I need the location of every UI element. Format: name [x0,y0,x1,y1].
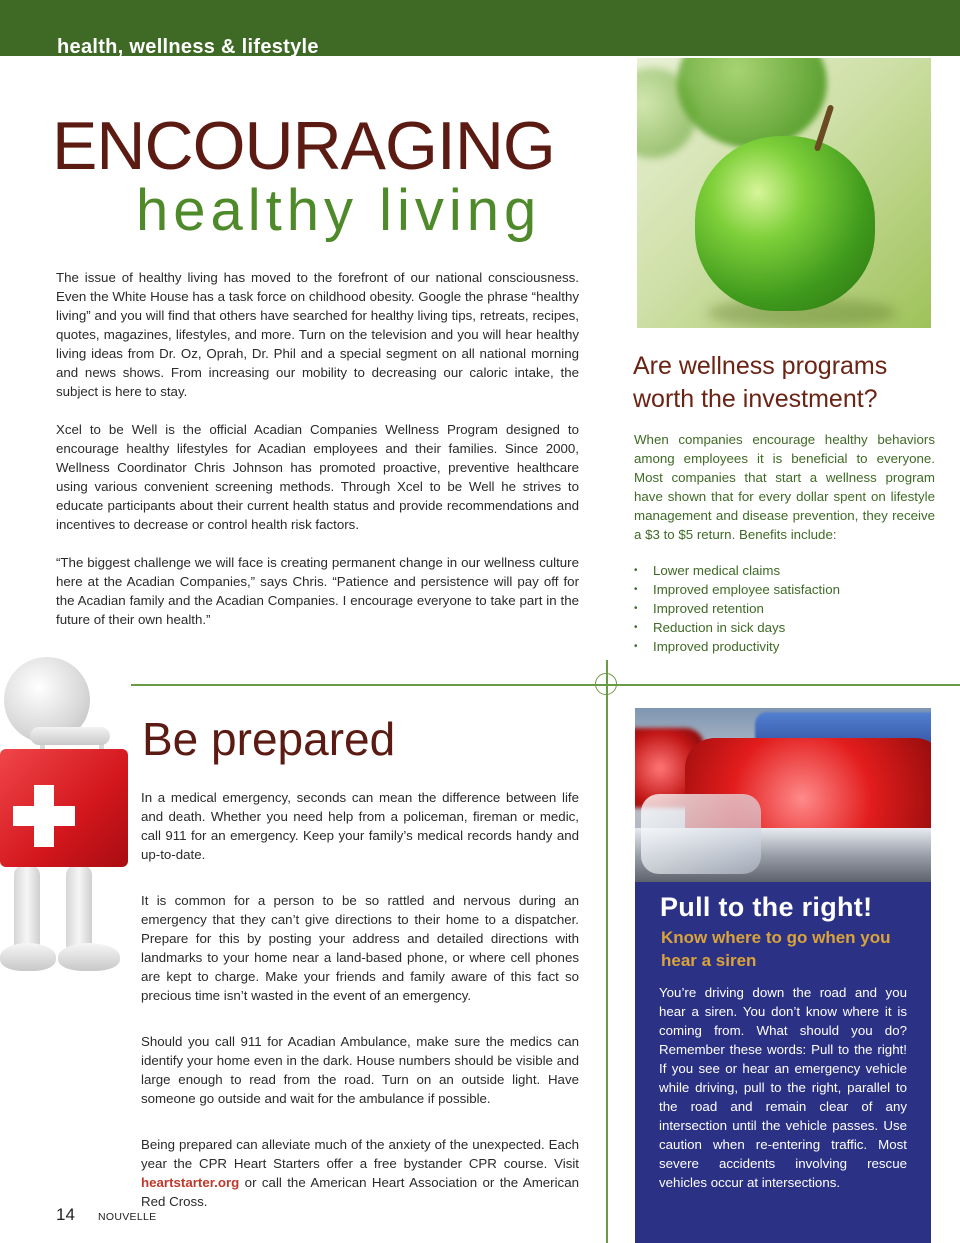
benefits-list [634,561,840,656]
wellness-text: When companies encourage healthy behaviors among employees it is beneficial to everyone. Most companies that start a wellness program have shown that for every dollar spent on lifestyle management and disease prevention, they receive a $3 to $5 return. Benefits include: [634,432,935,542]
magazine-name: NOUVELLE [98,1211,157,1223]
page-number: 14 [56,1205,75,1224]
prepared-text-after-link: or call the American Heart Association or the American Red Cross. [141,1175,579,1209]
list-item: • Lower medical claims [634,561,840,580]
police-lights-photo [635,708,931,882]
siren-text: You’re driving down the road and you hear a siren. You don’t know where it is coming from. What should you do? Remember these words: Pull to the right! If you see or hear an emergency vehicle while driving, pull to the right, parallel to the road and remain clear of any intersection until the vehicle passes. Use caution when re-entering traffic. Most severe accidents involving rescue vehicles occur at intersections. [659,985,907,1190]
list-item: • Reduction in sick days [634,618,840,637]
intro-section [56,268,579,648]
list-item: • Improved retention [634,599,840,618]
siren-title: Pull to the right! [660,892,873,922]
crosshair-icon [595,673,617,695]
prepared-paragraph: In a medical emergency, seconds can mean the difference between life and death. Whether you need help from a policeman, fireman or medic, call 911 for an emergency. Keep your family’s medical records handy and up-to-date. [141,790,579,862]
intro-paragraph: The issue of healthy living has moved to the forefront of our national consciousness. Even the White House has a task force on childhood obesity. Google the phrase “healthy living” and you will find that others have searched for healthy living tips, retreats, recipes, quotes, magazines, lifestyles, and more. Turn on the television and you will hear healthy living ideas from Dr. Oz, Oprah, Dr. Phil and a special segment on all national morning and news shows. From increasing our mobility to decreasing our caloric intake, the subject is here to stay. [56,270,579,399]
first-aid-figure-illustration [0,655,130,1000]
prepared-paragraph-last [141,1135,579,1211]
article-title: ENCOURAGING [52,108,555,184]
horizontal-divider [131,684,960,686]
section-tag: health, wellness & lifestyle [57,36,319,58]
list-item: • Improved employee satisfaction [634,580,840,599]
prepared-text-before-link: Being prepared can alleviate much of the anxiety of the unexpected. Each year the CPR Heart Starters offer a free bystander CPR course. Visit [141,1137,579,1171]
siren-sidebar [635,882,931,1243]
vertical-divider [606,660,608,1243]
article-subtitle: healthy living [136,178,542,243]
heartstarter-link[interactable]: heartstarter.org [141,1175,240,1190]
wellness-heading: Are wellness programs worth the investment? [633,352,888,413]
green-apple-photo [637,58,931,328]
intro-paragraph: “The biggest challenge we will face is creating permanent change in our wellness culture here at the Acadian Companies,” says Chris. “Patience and persistence will pay off for the Acadian family and the Acadian Companies. I encourage everyone to take part in the future of their own health.” [56,555,579,627]
prepared-section [141,788,579,1238]
prepared-heading: Be prepared [142,713,396,765]
prepared-paragraph: It is common for a person to be so rattled and nervous during an emergency that they can’t give directions to their home to a dispatcher. Prepare for this by posting your address and detailed directions with landmarks to your home near a land-based phone, or where cell phones are kept to charge. Make your friends and family aware of this fact so precious time isn’t wasted in the event of an emergency. [141,893,579,1003]
list-item: • Improved productivity [634,637,840,656]
prepared-paragraph: Should you call 911 for Acadian Ambulance, make sure the medics can identify your home even in the dark. House numbers should be visible and large enough to read from the road. Turn on an outside light. Have someone go outside and wait for the ambulance if possible. [141,1034,579,1106]
intro-paragraph: Xcel to be Well is the official Acadian Companies Wellness Program designed to encourage healthy lifestyles for Acadian employees and their families. Since 2000, Wellness Coordinator Chris Johnson has promoted proactive, preventive healthcare using various convenient screening methods. Through Xcel to be Well he strives to educate participants about their current health status and provide recommendations and incentives to decrease or control health risk factors. [56,422,579,532]
siren-subtitle: Know where to go when you hear a siren [661,928,891,970]
